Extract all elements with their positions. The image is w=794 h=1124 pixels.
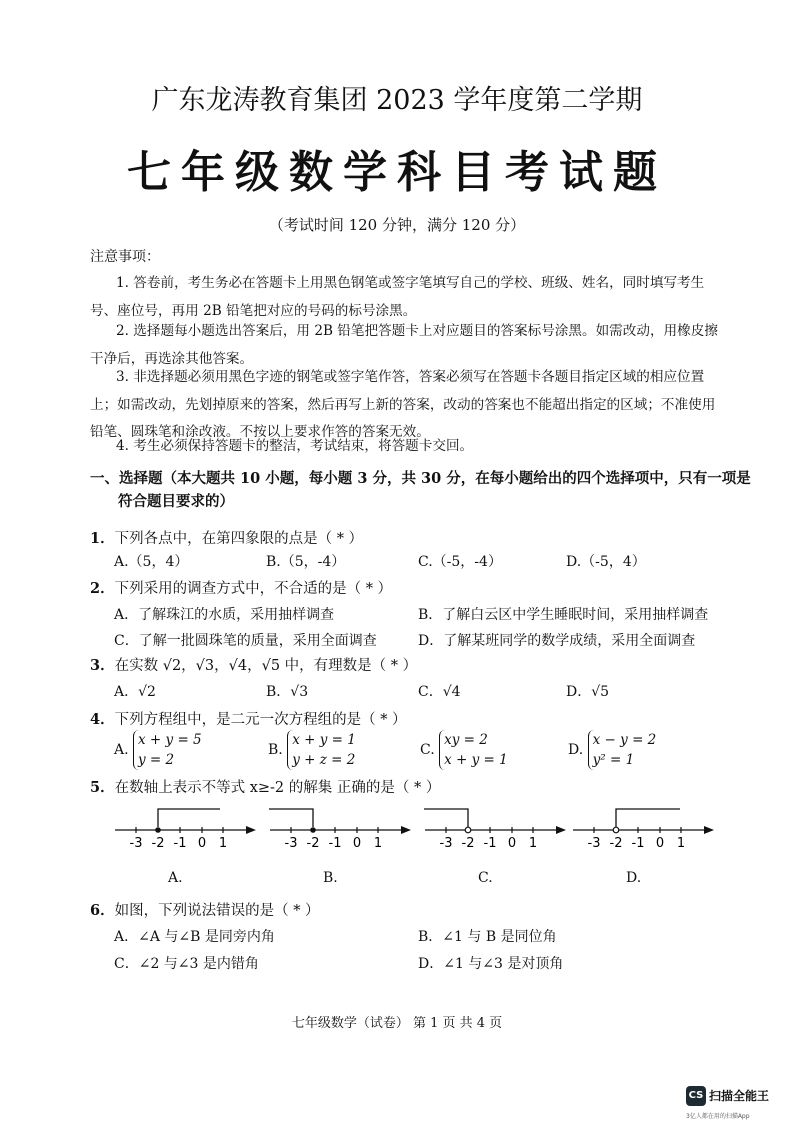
option-a <box>114 730 202 770</box>
option-a: A．√2 <box>114 684 156 700</box>
notes-heading: 注意事项： <box>90 249 160 265</box>
question-stem: 在实数 √2，√3，√4，√5 中，有理数是（ * ） <box>114 658 418 674</box>
tick-label: 0 <box>507 836 517 851</box>
option-label: D. <box>568 742 584 758</box>
tick-label: -1 <box>173 836 187 851</box>
watermark-tagline: 3亿人都在用的扫描App <box>686 1113 750 1120</box>
note-item: 3. 非选择题必须用黑色字迹的钢笔或签字笔作答，答案必须写在答题卡各题目指定区域的相应位置上；如需改动，先划掉原来的答案，然后再写上新的答案，改动的答案也不能超出指定的区域；不准使用铅笔、圆珠笔和涂改液。不按以上要求作答的答案无效。 <box>90 369 716 440</box>
tick-label: -3 <box>587 836 601 851</box>
tick-label: -2 <box>609 836 623 851</box>
equation-system <box>588 730 657 770</box>
question-number: 5． <box>90 779 115 796</box>
number-line-b <box>265 800 415 855</box>
number-line-d <box>568 800 718 855</box>
option-d: D. <box>626 870 642 886</box>
option-d: D．√5 <box>566 684 610 700</box>
tick-label: 0 <box>655 836 665 851</box>
option-c <box>420 730 508 770</box>
question-number: 1． <box>90 530 115 547</box>
tick-label: 1 <box>373 836 383 851</box>
page-footer: 七年级数学（试卷） 第 1 页 共 4 页 <box>291 1016 503 1031</box>
equation: y + z = 2 <box>292 752 356 768</box>
tick-label: 1 <box>528 836 538 851</box>
note-item: 4. 考生必须保持答题卡的整洁，考试结束，将答题卡交回。 <box>116 438 474 454</box>
question-number: 4． <box>90 711 115 728</box>
exam-subtitle: （考试时间 120 分钟，满分 120 分） <box>268 216 526 234</box>
number-line-c <box>420 800 570 855</box>
question-2 <box>90 577 392 598</box>
watermark-name: 扫描全能王 <box>709 1089 770 1103</box>
axis-arrow <box>401 826 411 834</box>
equation: xy = 2 <box>444 732 488 748</box>
equation: y² = 1 <box>592 752 635 768</box>
option-c: C．了解一批圆珠笔的质量，采用全面调查 <box>114 633 377 649</box>
option-b: B. <box>323 870 338 886</box>
camscanner-logo-icon: CS <box>686 1086 706 1106</box>
equation: x + y = 1 <box>292 732 356 748</box>
option-b: B．√3 <box>266 684 309 700</box>
axis-arrow <box>704 826 714 834</box>
option-b: B.（5，-4） <box>266 554 346 570</box>
option-d: D.（-5，4） <box>566 554 646 570</box>
option-b <box>268 730 356 770</box>
tick-label: -2 <box>151 836 165 851</box>
axis-arrow <box>556 826 566 834</box>
question-5 <box>90 776 440 797</box>
option-d: D．了解某班同学的数学成绩，采用全面调查 <box>418 633 696 649</box>
question-number: 6． <box>90 902 115 919</box>
endpoint-solid <box>155 827 161 833</box>
solution-ray <box>158 809 220 827</box>
tick-label: 1 <box>676 836 686 851</box>
option-label: B. <box>268 742 283 758</box>
endpoint-open <box>465 827 471 833</box>
option-c: C. <box>478 870 493 886</box>
tick-label: 1 <box>218 836 228 851</box>
equation: x + y = 1 <box>444 752 508 768</box>
solution-ray <box>424 809 468 827</box>
question-stem: 如图，下列说法错误的是（ * ） <box>114 903 320 919</box>
solution-ray <box>616 809 680 827</box>
question-4 <box>90 708 407 729</box>
question-number: 3． <box>90 657 115 674</box>
tick-label: 0 <box>197 836 207 851</box>
question-stem: 下列方程组中，是二元一次方程组的是（ * ） <box>114 712 407 728</box>
tick-label: -1 <box>328 836 342 851</box>
axis-arrow <box>246 826 256 834</box>
number-line-a <box>110 800 260 855</box>
option-c: C．∠2 与∠3 是内错角 <box>114 956 259 972</box>
option-b: B．∠1 与 B 是同位角 <box>418 929 557 945</box>
option-c: C.（-5，-4） <box>418 554 502 570</box>
tick-label: -3 <box>129 836 143 851</box>
tick-label: -2 <box>461 836 475 851</box>
question-number: 2． <box>90 580 115 597</box>
note-item: 2. 选择题每小题选出答案后，用 2B 铅笔把答题卡上对应题目的答案标号涂黑。如需改动，用橡皮擦干净后，再选涂其他答案。 <box>90 323 718 367</box>
equation: x − y = 2 <box>592 732 657 748</box>
option-a: A．∠A 与∠B 是同旁内角 <box>114 929 275 945</box>
note-item: 1. 答卷前，考生务必在答题卡上用黑色钢笔或签字笔填写自己的学校、班级、姓名，同时填写考生号、座位号，再用 2B 铅笔把对应的号码的标号涂黑。 <box>90 275 705 319</box>
section-heading-cont: 符合题目要求的） <box>118 493 234 510</box>
tick-label: -3 <box>439 836 453 851</box>
equation-system <box>133 730 202 770</box>
equation-system <box>287 730 356 770</box>
tick-label: 0 <box>352 836 362 851</box>
scanner-watermark <box>686 1085 769 1106</box>
question-stem: 下列采用的调查方式中，不合适的是（ * ） <box>114 581 393 597</box>
equation: y = 2 <box>138 752 175 768</box>
endpoint-solid <box>310 827 316 833</box>
option-b: B．了解白云区中学生睡眠时间，采用抽样调查 <box>418 607 709 623</box>
option-d <box>568 730 656 770</box>
question-stem: 在数轴上表示不等式 x≥-2 的解集 正确的是（ * ） <box>114 780 441 796</box>
equation-system <box>439 730 508 770</box>
option-a: A. <box>168 870 183 886</box>
tick-label: -2 <box>306 836 320 851</box>
option-a: A．了解珠江的水质，采用抽样调查 <box>114 607 335 623</box>
tick-label: -1 <box>483 836 497 851</box>
option-label: A. <box>114 742 129 758</box>
endpoint-open <box>613 827 619 833</box>
tick-label: -1 <box>631 836 645 851</box>
option-a: A.（5，4） <box>114 554 189 570</box>
exam-title-line1: 广东龙涛教育集团 2023 学年度第二学期 <box>151 85 643 116</box>
option-c: C．√4 <box>418 684 461 700</box>
question-6 <box>90 899 320 920</box>
tick-label: -3 <box>284 836 298 851</box>
question-stem: 下列各点中，在第四象限的点是（ * ） <box>114 531 364 547</box>
option-d: D．∠1 与∠3 是对顶角 <box>418 956 564 972</box>
section-heading: 一、选择题（本大题共 10 小题，每小题 3 分，共 30 分，在每小题给出的四个选择项中，只有一项是 <box>90 470 751 487</box>
solution-ray <box>269 809 313 827</box>
equation: x + y = 5 <box>138 732 202 748</box>
question-3 <box>90 654 417 675</box>
question-1 <box>90 527 363 548</box>
exam-title: 七年级数学科目考试题 <box>127 147 667 198</box>
option-label: C. <box>420 742 435 758</box>
